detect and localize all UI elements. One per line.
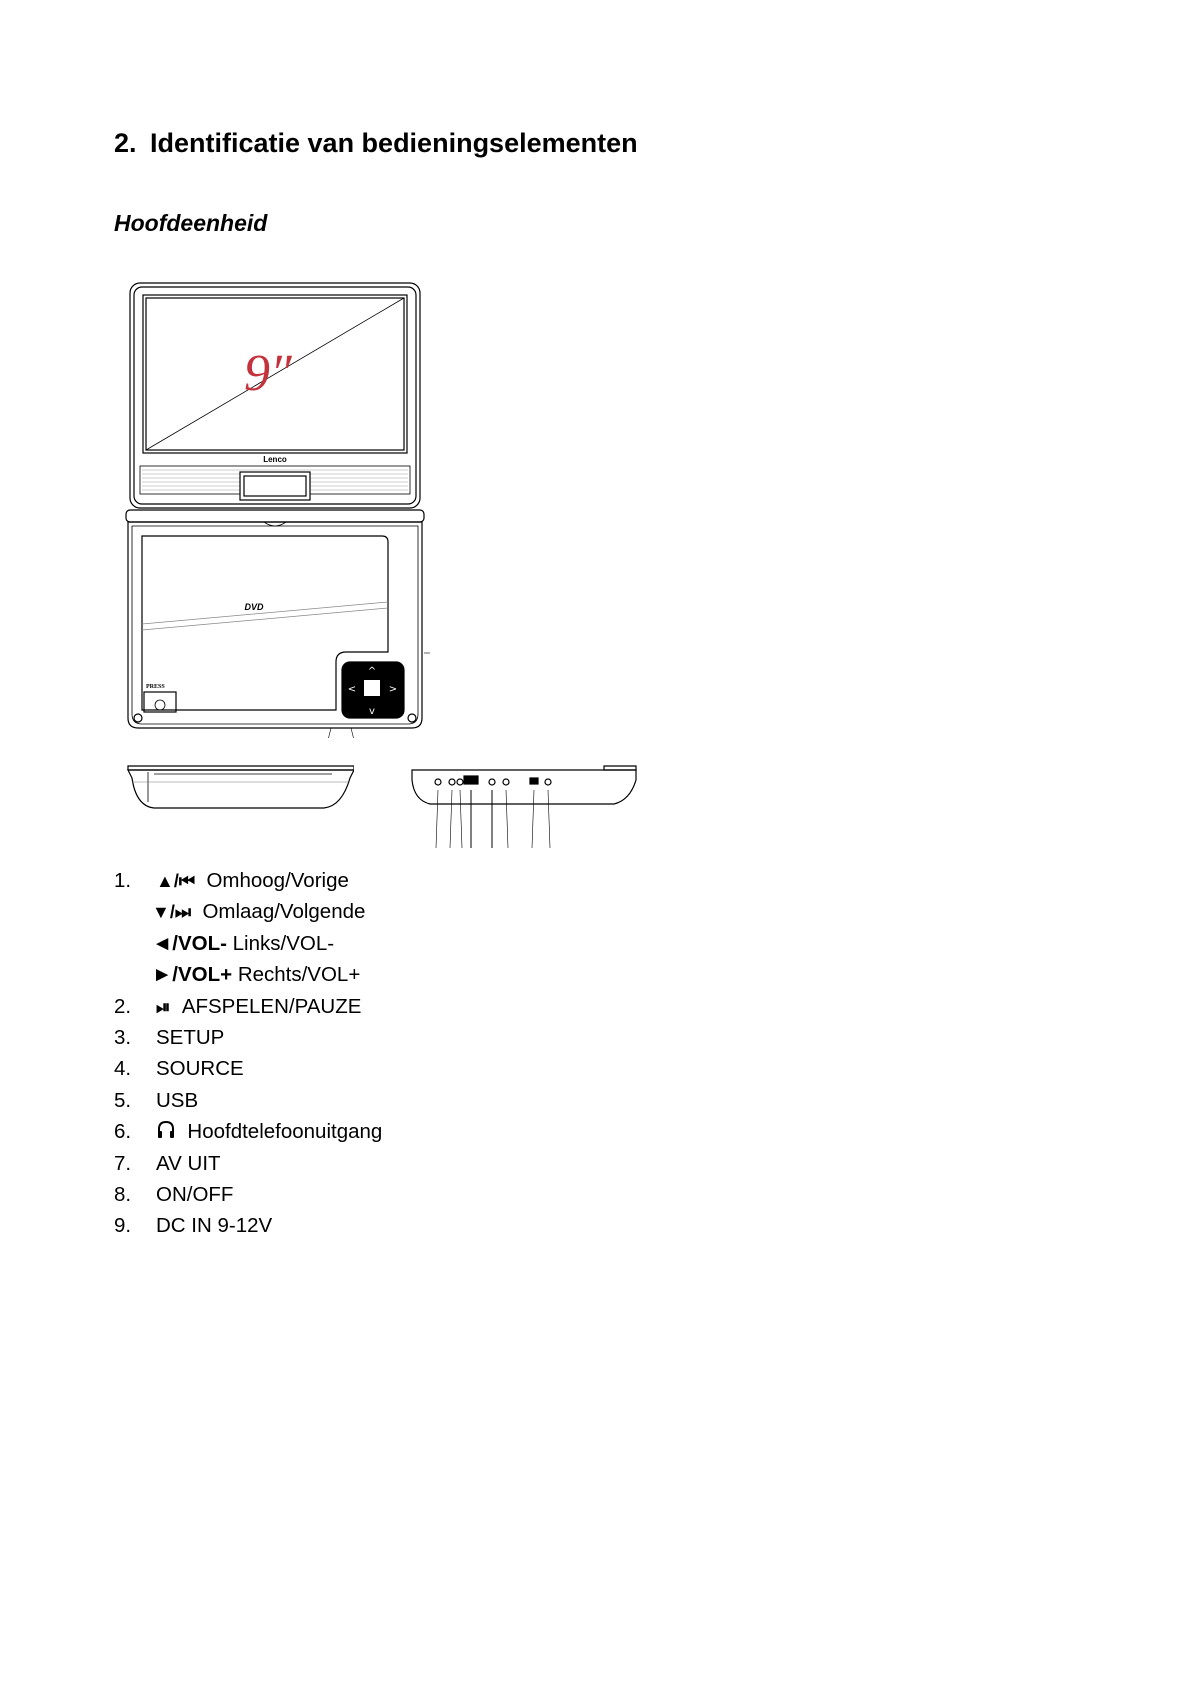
subsection-heading: Hoofdeenheid — [114, 210, 268, 236]
section-number: 2. — [114, 128, 137, 158]
item-number: 5. — [114, 1088, 132, 1112]
item-label: Omlaag/Volgende — [202, 900, 366, 924]
item-label: USB — [156, 1088, 199, 1112]
item-number: 2. — [114, 994, 132, 1018]
item-label: DC IN 9-12V — [156, 1214, 273, 1238]
side-view-illustration — [404, 760, 644, 850]
left-vol-down-symbol: ◄/VOL- — [152, 931, 227, 955]
base-top-edge — [126, 510, 424, 522]
item-label: SETUP — [156, 1025, 225, 1049]
item-label: Rechts/VOL+ — [237, 963, 361, 987]
headphones-icon — [156, 1120, 176, 1140]
section-title: Identificatie van bedieningselementen — [150, 128, 638, 158]
right-vol-up-symbol: ►/VOL+ — [152, 963, 233, 987]
item-number: 1. — [114, 869, 132, 892]
down-next-symbol: ▼/⏭ — [152, 902, 192, 923]
item-label: AFSPELEN/PAUZE — [181, 994, 362, 1018]
section-heading — [114, 128, 638, 159]
item-label: Hoofdtelefoonuitgang — [187, 1120, 383, 1144]
main-unit-illustration — [120, 278, 430, 738]
item-label: ON/OFF — [156, 1182, 234, 1206]
svg-text:<: < — [347, 684, 357, 695]
item-number: 8. — [114, 1182, 132, 1206]
item-number: 7. — [114, 1151, 132, 1175]
front-view-illustration — [124, 762, 354, 818]
brand-label: Lenco — [263, 455, 287, 464]
item-label: AV UIT — [156, 1151, 221, 1175]
item-number: 6. — [114, 1120, 132, 1144]
press-label: PRESS — [146, 684, 165, 690]
item-label: SOURCE — [156, 1057, 244, 1081]
item-number: 9. — [114, 1214, 132, 1238]
svg-text:^: ^ — [367, 666, 377, 677]
item-label: Omhoog/Vorige — [206, 869, 349, 892]
screen-size-label: 9″ — [244, 345, 292, 402]
press-button — [144, 692, 176, 712]
svg-text:v: v — [369, 706, 375, 717]
play-pause-symbol: ⏯ — [156, 996, 171, 1017]
svg-text:>: > — [388, 684, 398, 695]
item-label: Links/VOL- — [232, 931, 335, 955]
up-previous-symbol: ▲/⏮ — [156, 871, 196, 891]
item-number: 4. — [114, 1057, 132, 1081]
item-number: 3. — [114, 1025, 132, 1049]
play-pause-key — [364, 680, 380, 696]
dvd-logo: DVD — [244, 602, 264, 612]
